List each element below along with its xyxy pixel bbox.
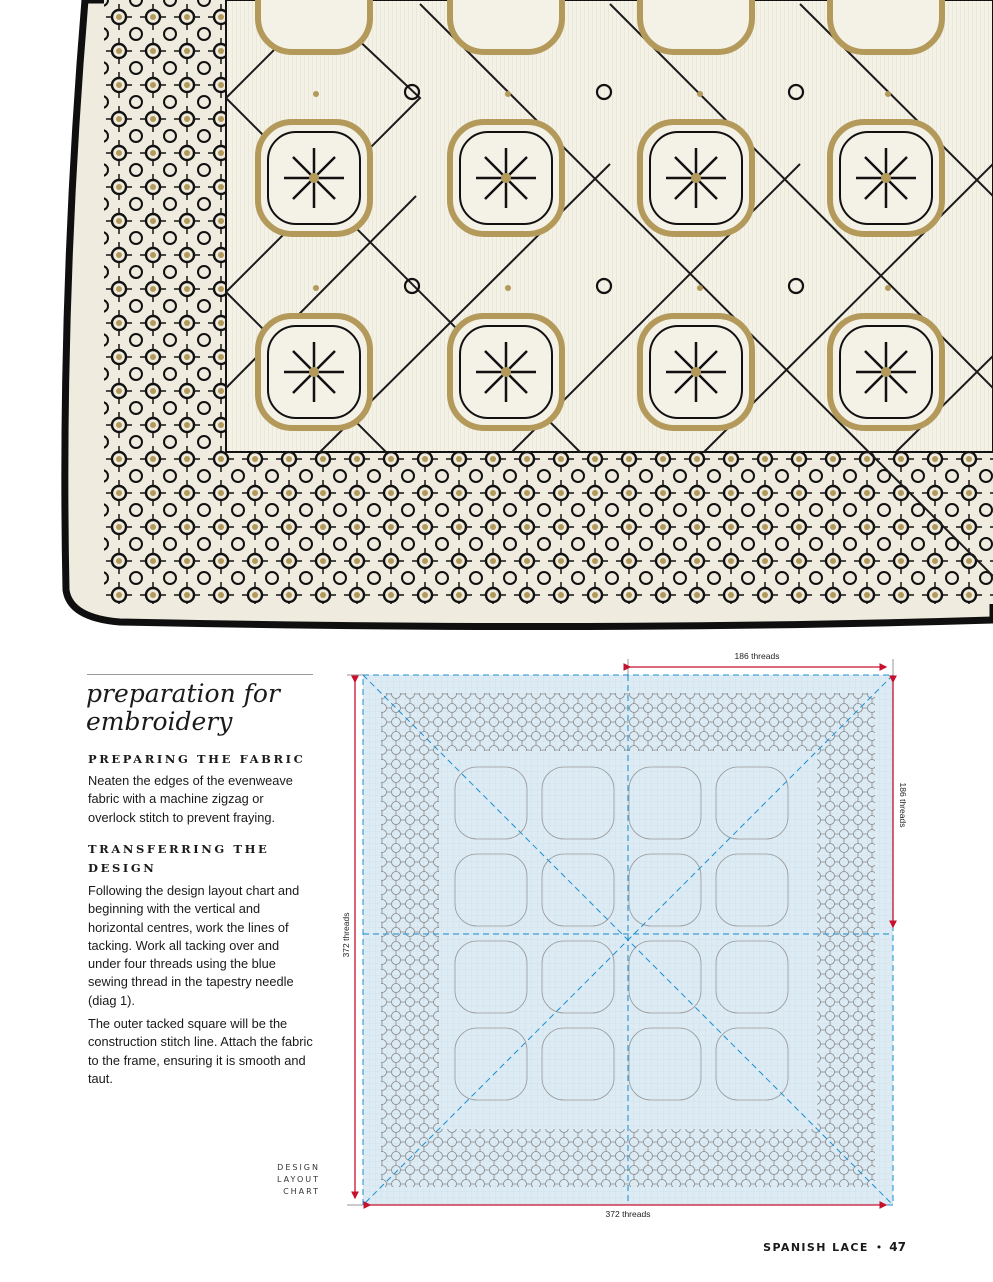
subheading-preparing-fabric: PREPARING THE FABRIC <box>88 752 306 766</box>
heading-line-1: preparation for <box>86 679 280 708</box>
section-heading <box>86 680 326 736</box>
bottom-dimension-label: 372 threads <box>605 1209 651 1219</box>
footer-separator: • <box>875 1240 883 1254</box>
paragraph-preparing-fabric: Neaten the edges of the evenweave fabric with a machine zigzag or overlock stitch to prevent fraying. <box>88 773 293 825</box>
subheading-line-2: DESIGN <box>88 861 157 875</box>
footer-section-name: SPANISH LACE <box>763 1240 869 1254</box>
heading-line-2: embroidery <box>86 707 233 736</box>
cushion-photo <box>0 0 993 640</box>
caption-line-3: CHART <box>283 1187 320 1196</box>
paragraph-construction-line: The outer tacked square will be the construction stitch line. Attach the fabric to the frame, ensuring it is smooth and taut. <box>88 1016 313 1086</box>
design-layout-chart <box>333 645 913 1225</box>
left-dimension-label: 372 threads <box>341 912 351 958</box>
caption-line-1: DESIGN <box>277 1163 320 1172</box>
subheading-line-1: TRANSFERRING THE <box>88 842 270 856</box>
caption-line-2: LAYOUT <box>277 1175 320 1184</box>
chart-caption <box>254 1162 320 1198</box>
page-footer <box>763 1240 906 1254</box>
subheading-transferring-design <box>88 840 318 878</box>
right-dimension-label: 186 threads <box>898 782 908 828</box>
paragraph-transferring-design: Following the design layout chart and beginning with the vertical and horizontal centres, work the lines of tacking. Work all tacking over and under four threads using the blue sewing thread in the tapestry needle (diag 1). <box>88 883 300 1008</box>
heading-rule <box>87 674 313 675</box>
top-dimension-label: 186 threads <box>734 651 780 661</box>
page-number: 47 <box>889 1240 906 1254</box>
